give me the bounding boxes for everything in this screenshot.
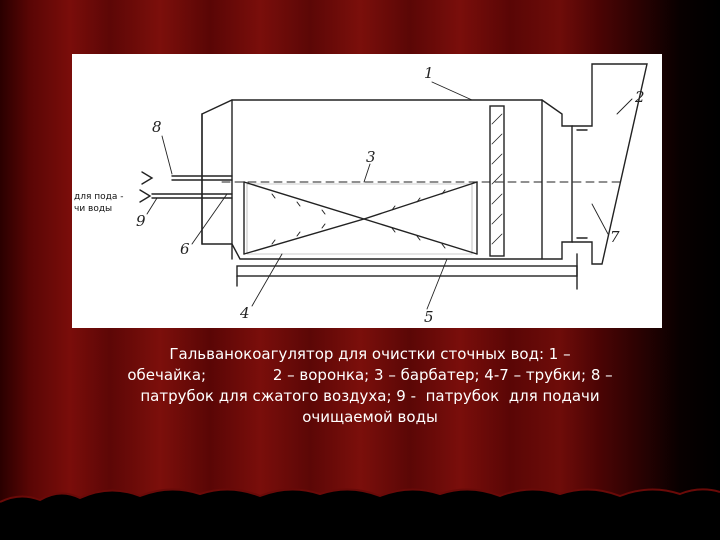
callout-7: 7	[610, 228, 620, 246]
slide-caption	[64, 344, 676, 428]
galvanocoagulator-drawing	[72, 54, 662, 328]
caption-line-1: Гальванокоагулятор для очистки сточных вод: 1 –	[169, 345, 571, 363]
callout-9: 9	[136, 212, 146, 230]
callout-2: 2	[635, 88, 645, 106]
shell-body	[202, 100, 572, 259]
callout-8: 8	[152, 118, 162, 136]
base-frame	[237, 266, 577, 276]
side-label-line2: чи воды	[74, 204, 113, 214]
funnel-upper	[244, 182, 477, 219]
caption-line-2: обечайка; 2 – воронка; 3 – барбатер; 4-7 – трубки; 8 –	[127, 366, 613, 384]
partition	[490, 106, 504, 256]
side-label-line1: для пода -	[74, 192, 124, 202]
callout-6: 6	[180, 240, 190, 258]
caption-line-4: очищаемой воды	[302, 408, 438, 426]
callout-4: 4	[240, 304, 250, 322]
caption-line-3: патрубок для сжатого воздуха; 9 - патрубок для подачи	[140, 387, 600, 405]
callout-5: 5	[424, 308, 434, 326]
diagram-panel	[72, 54, 662, 328]
stage-floor	[0, 470, 720, 540]
callout-3: 3	[366, 148, 376, 166]
callout-1: 1	[424, 64, 434, 82]
funnel-lower	[244, 219, 477, 254]
